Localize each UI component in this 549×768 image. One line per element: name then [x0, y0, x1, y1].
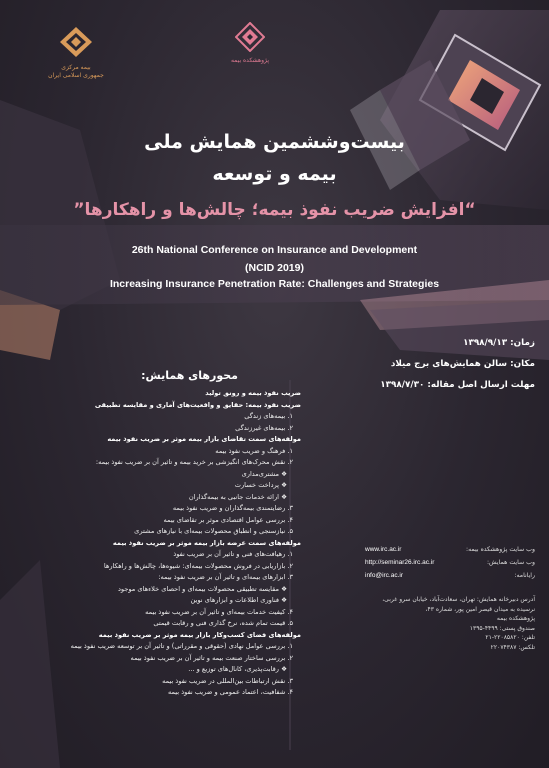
contact-row-website	[365, 543, 535, 556]
english-title: 26th National Conference on Insurance and Development	[131, 244, 418, 256]
address-line: آدرس دبیرخانه همایش: تهران، سعادت‌آباد، خیابان سرو غربی،	[382, 596, 535, 603]
axes-item: ۴. کیفیت خدمات بیمه‌ای و تاثیر آن بر ضریب نفوذ بیمه	[145, 607, 293, 616]
axes-heading: محورهای همایش:	[141, 369, 238, 382]
axes-list	[51, 388, 301, 699]
axes-item: ۱. فرهنگ و ضریب نفوذ بیمه	[215, 446, 293, 455]
address-line: صندوق پستی: ۴۴۹۹-۱۳۹۵	[469, 624, 535, 632]
email-link[interactable]: info@irc.ac.ir	[365, 572, 404, 579]
institute-caption: پژوهشکده بیمه	[230, 57, 270, 64]
address-line: پژوهشکده بیمه	[496, 615, 535, 623]
axes-item: ۵. قیمت تمام شده، نرخ گذاری فنی و رقابت قیمتی	[153, 619, 293, 627]
axes-item: ۳. نقش ارتباطات بین‌المللی در ضریب نفوذ بیمه	[162, 676, 293, 685]
axes-item: ❖ پرداخت خسارت	[234, 481, 287, 489]
submission-deadline: مهلت ارسال اصل مقاله: ۱۳۹۸/۷/۳۰	[380, 380, 535, 390]
axes-item: ۳. ابزارهای بیمه‌ای و تاثیر آن بر ضریب نفوذ بیمه:	[158, 573, 293, 581]
axes-item: ۱. بیمه‌های زندگی	[244, 412, 293, 420]
event-date: زمان: ۱۳۹۸/۹/۱۳	[463, 338, 535, 348]
email-label: رایانامه:	[514, 572, 535, 579]
english-subtitle: Increasing Insurance Penetration Rate: Challenges and Strategies	[109, 278, 440, 290]
website-label: وب سایت پژوهشکده بیمه:	[466, 546, 535, 553]
axes-item: ۲. بررسی ساختار صنعت بیمه و تاثیر آن بر ضریب نفوذ بیمه	[130, 653, 293, 662]
seminar-label: وب سایت همایش:	[486, 559, 535, 566]
axes-item: ❖ رقابت‌پذیری، کانال‌های توزیع و ...	[188, 665, 287, 673]
central-insurance-caption: بیمه مرکزی جمهوری اسلامی ایران	[48, 64, 104, 79]
axes-section-heading: مولفه‌های سمت تقاضای بازار بیمه موثر بر ضریب نفوذ بیمه	[107, 435, 301, 443]
address-block	[365, 595, 535, 653]
axes-item: ۲. بازاریابی در فروش محصولات بیمه‌ای: شیوه‌ها، چالش‌ها و راهکارها	[103, 561, 293, 570]
conference-title-line2: بیمه و توسعه	[212, 163, 337, 185]
axes-item: ۲. نقش محرک‌های انگیزشی بر خرید بیمه و تاثیر آن بر ضریب نفوذ بیمه:	[95, 458, 293, 466]
institute-logo	[220, 22, 280, 65]
contact-row-email	[365, 569, 535, 582]
axes-item: ۳. رضایتمندی بیمه‌گذاران و ضریب نفوذ بیمه	[172, 504, 293, 512]
axes-section-heading: مولفه‌های فضای کسب‌وکار بازار بیمه موثر بر ضریب نفوذ بیمه	[98, 630, 301, 639]
axes-section-heading: ضریب نفوذ بیمه: حقایق و واقعیت‌های آماری و مقایسه تطبیقی	[94, 400, 301, 409]
conference-subtitle: “افزایش ضریب نفوذ بیمه؛ چالش‌ها و راهکارها”	[73, 200, 476, 220]
central-insurance-emblem-icon	[59, 26, 93, 58]
event-venue: مکان: سالن همایش‌های برج میلاد	[390, 359, 535, 369]
institute-emblem-icon	[235, 22, 265, 52]
axes-item: ❖ فناوری اطلاعات و ابزارهای نوین	[190, 596, 287, 604]
address-line: تلفن: ۲۲۰۸۵۸۲۰-۲۱	[485, 634, 535, 642]
english-acronym: (NCID 2019)	[245, 262, 304, 274]
contact-row-seminar	[365, 556, 535, 569]
axes-section-heading: ضریب نفوذ بیمه و رونق تولید	[205, 389, 301, 397]
axes-item: ۴. شفافیت، اعتماد عمومی و ضریب نفوذ بیمه	[167, 688, 293, 696]
address-line: نرسیده به میدان قیصر امین پور، شماره ۴۳،	[425, 605, 535, 613]
conference-title: بیست‌وششمین همایش ملی	[144, 131, 405, 153]
contact-block	[365, 543, 535, 582]
central-insurance-logo	[48, 26, 104, 80]
axes-item: ۵. نیازسنجی و انطباق محصولات بیمه‌ای با نیازهای مشتری	[134, 527, 293, 535]
axes-item: ۲. بیمه‌های غیرزندگی	[235, 423, 293, 432]
axes-item: ۱. رهیافت‌های فنی و تاثیر آن بر ضریب نفوذ	[173, 550, 293, 558]
axes-item: ❖ مشتری‌مداری	[241, 469, 287, 478]
axes-section-heading: مولفه‌های سمت عرضه بازار بیمه موثر بر ضریب نفوذ بیمه	[112, 538, 301, 547]
axes-item: ۱. بررسی عوامل نهادی (حقوقی و مقرراتی) و تاثیر آن بر توسعه ضریب نفوذ بیمه	[70, 642, 293, 650]
axes-item: ❖ مقایسه تطبیقی محصولات بیمه‌ای و احصای خلاءهای موجود	[117, 584, 287, 593]
axes-item: ۴. بررسی عوامل اقتصادی موثر بر تقاضای بیمه	[163, 515, 293, 524]
axes-item: ❖ ارائه خدمات جانبی به بیمه‌گذاران	[188, 492, 287, 501]
seminar-link[interactable]: http://seminar26.irc.ac.ir	[365, 559, 435, 566]
address-line: تلکس: ۲۲۰۷۴۳۸۷	[490, 643, 535, 651]
website-link[interactable]: www.irc.ac.ir	[365, 546, 402, 553]
